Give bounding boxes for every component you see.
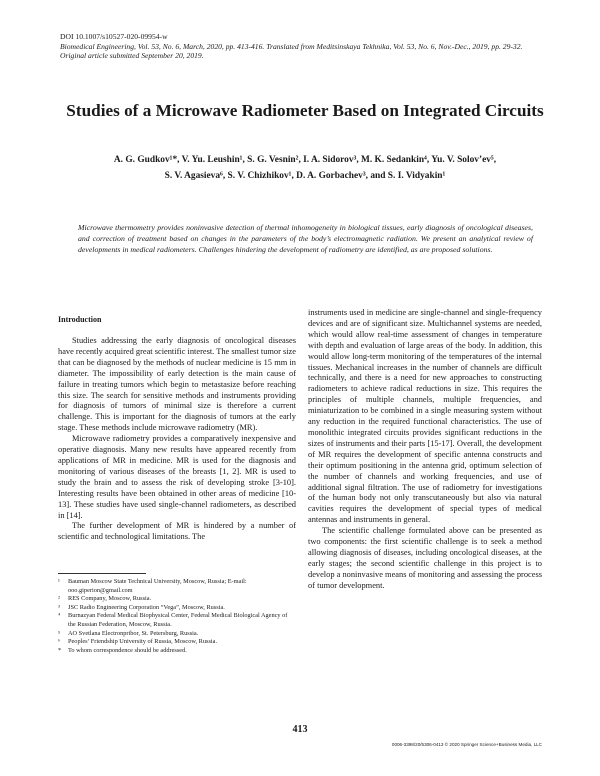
paragraph: The further development of MR is hindered by a number of scientific and technological limitations. The <box>58 521 296 542</box>
footnote <box>58 604 296 613</box>
citation: Biomedical Engineering, Vol. 53, No. 6, March, 2020, pp. 413-416. Translated from Meditsinskaya Tekhnika, Vol. 53, No. 6, Nov.-Dec., 2019, pp. 29-32. <box>60 41 523 51</box>
footnote-text: Burnazyan Federal Medical Biophysical Center, Federal Medical Biological Agency of the Russian Federation, Moscow, Russia. <box>68 612 288 628</box>
paragraph: Studies addressing the early diagnosis of oncological diseases have recently acquired great scientific interest. The smallest tumor size that can be diagnosed by the methods of nuclear medicine is 15 mm in diameter. The impossibility of early detection is the main cause of failure in treating tumors which begin to metastasize before reaching this size. The search for sensitive methods and instruments providing for diagnosis of tumors of minimal size is therefore a current challenge. This is important for the diagnosis of tumors at the early stage. These methods include microwave radiometry (MR). <box>58 336 296 433</box>
paper-title: Studies of a Microwave Radiometer Based on Integrated Circuits <box>66 101 544 120</box>
footnote-mark: ³ <box>58 603 60 611</box>
footnote-mark: ² <box>58 595 60 603</box>
footnote <box>58 578 296 595</box>
right-column <box>308 308 542 592</box>
footnote-text: RES Company, Moscow, Russia. <box>68 595 152 603</box>
footnote-mark: ⁶ <box>58 638 61 646</box>
footnote-divider <box>58 573 146 574</box>
footnote-text: Bauman Moscow State Technical University, Moscow, Russia; E-mail: ooo.giperion@gmail.com <box>68 578 247 594</box>
footnote-text: To whom correspondence should be addressed. <box>68 646 187 654</box>
footnote <box>58 612 296 629</box>
section-heading-wrap <box>58 309 101 327</box>
journal-header <box>60 32 550 61</box>
footnote <box>58 647 296 656</box>
footnote-mark: ⁴ <box>58 612 61 620</box>
footnote-text: AO Svetlana Electronpribor, St. Petersburg, Russia. <box>68 629 199 637</box>
footnote-text: Peoples’ Friendship University of Russia, Moscow, Russia. <box>68 638 218 646</box>
author-list <box>60 152 550 184</box>
section-heading: Introduction <box>58 315 102 324</box>
footnote <box>58 595 296 604</box>
paragraph: instruments used in medicine are single-channel and single-frequency devices and are of significant size. Multichannel systems are needed, which would allow real-time assessment of changes in temperature with depth and evaluation of large areas of the body. In addition, this would allow long-term monitoring of the temperatures of the internal tissues. Mechanical increases in the number of channels are difficult technically, and there is a need for new approaches to constructing radiometers to achieve radical reductions in size. This requires the principles of multiple channels, multiple frequencies, and miniaturization to be combined in a single measuring system without any reduction in the required functional characteristics. The use of monolithic integrated circuits provides significant reductions in the sizes of instruments and their parts [15-17]. Overall, the development of MR requires the development of specific antenna constructs and their optimum positioning in the antenna grid, optimum selection of the number of channels and working frequencies, and use of additional signal filtration. The use of radiometry for investigations of the human body not only transcutaneously but also via natural cavities requires the development of special types of medical antennas and instruments in general. <box>308 308 542 525</box>
footnotes <box>58 578 296 655</box>
footnote-text: JSC Radio Engineering Corporation “Vega”, Moscow, Russia. <box>68 603 225 611</box>
left-column <box>58 336 296 543</box>
paragraph: Microwave radiometry provides a comparatively inexpensive and operative diagnosis. Many new results have appeared recently from applications of MR in medicine. MR is used for the diagnosis and monitoring of various diseases of the breasts [1, 2]. MR is used to study the brain and to assess the risk of developing stroke [3-10]. Interesting results have been obtained in other areas of medicine [10-13]. These studies have used single-channel radiometers, as described in [14]. <box>58 434 296 520</box>
footnote-mark: ⁵ <box>58 629 61 637</box>
footnote <box>58 630 296 639</box>
authors-line-1: A. G. Gudkov¹*, V. Yu. Leushin¹, S. G. Vesnin², I. A. Sidorov³, M. K. Sedankin⁴, Yu. V. Solov’ev⁵, <box>113 155 497 165</box>
paragraph: The scientific challenge formulated above can be presented as two components: the first scientific challenge is to seek a method allowing diagnosis of diseases, including oncological diseases, at the early stages; the second scientific challenge in this project is to develop a noninvasive means of monitoring and assessing the process of tumor development. <box>308 526 542 590</box>
abstract: Microwave thermometry provides noninvasive detection of thermal inhomogeneity in biological tissues, early diagnosis of oncological diseases, and correction of treatment based on changes in the parameters of the body’s electromagnetic radiation. We present an analytical review of developments in medical radiometers. Challenges hindering the development of radiometry are identified, as are proposed solutions. <box>78 223 533 254</box>
footnote <box>58 638 296 647</box>
copyright-line: 0006-3398/20/5306-0413 © 2020 Springer Science+Business Media, LLC <box>391 742 542 747</box>
footnote-mark: ¹ <box>58 578 60 585</box>
submission-note: Original article submitted September 20, 2019. <box>60 51 204 61</box>
page-number: 413 <box>292 724 308 735</box>
authors-line-2: S. V. Agasieva⁶, S. V. Chizhikov¹, D. A. Gorbachev³, and S. I. Vidyakin¹ <box>164 171 446 181</box>
doi[interactable]: DOI 10.1007/s10527-020-09954-w <box>60 32 168 41</box>
footnote-mark: * <box>58 646 62 654</box>
